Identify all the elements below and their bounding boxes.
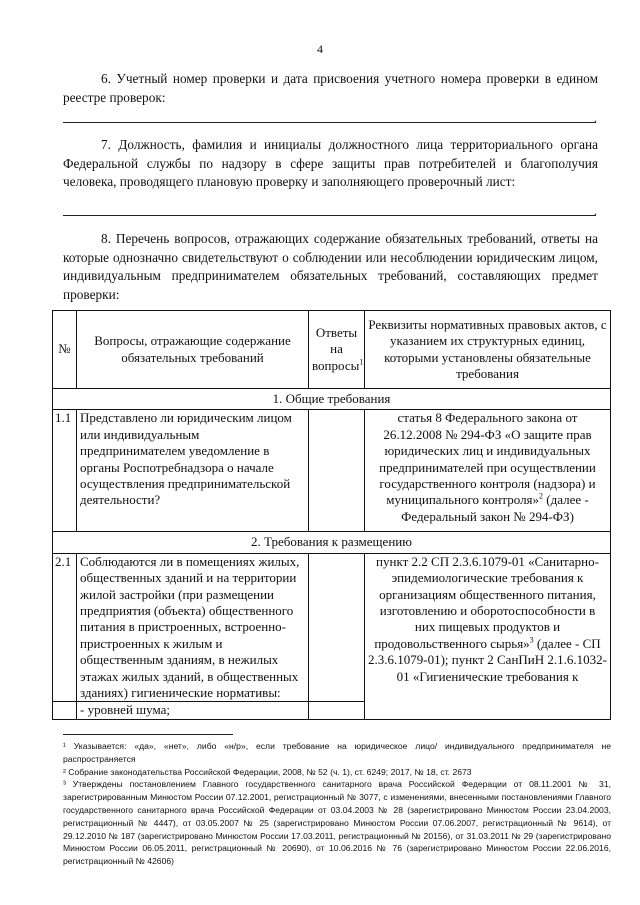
row-2-num: 2.1 bbox=[53, 553, 77, 702]
row-1-requisite: статья 8 Федерального закона от 26.12.2008 № 294-ФЗ «О защите прав юридических лиц и индивидуальных предпринимателей при осуществлении государственного контроля (надзора) и муниципального контроля»$^2$ (далее - Федеральный закон № 294-ФЗ) bbox=[365, 410, 611, 532]
table-row bbox=[53, 410, 611, 532]
section-row bbox=[53, 532, 611, 553]
section-1-title: 1. Общие требования bbox=[53, 389, 611, 410]
header-num: № bbox=[53, 311, 77, 389]
page-number: 4 bbox=[317, 42, 323, 56]
footnote-2: ² Собрание законодательства Российской Федерации, 2008, № 52 (ч. 1), ст. 6249; 2017, № 18, ст. 2673 bbox=[63, 766, 472, 777]
requirements-table bbox=[52, 310, 611, 720]
footnote-separator bbox=[63, 734, 233, 735]
row-1-num: 1.1 bbox=[53, 410, 77, 532]
item-6-line-end: . bbox=[594, 111, 597, 125]
table-header-row bbox=[53, 311, 611, 389]
item-8-text: 8. Перечень вопросов, отражающих содержание обязательных требований, ответы на которые однозначно свидетельствуют о соблюдении или несоблюдении юридическим лицом, индивидуальным предпринимателем обязательных требований, составляющих предмет проверки: bbox=[63, 231, 598, 302]
header-questions: Вопросы, отражающие содержание обязательных требований bbox=[77, 311, 309, 389]
row-2-answer[interactable] bbox=[309, 553, 365, 702]
item-7-fill-line bbox=[63, 215, 596, 216]
item-7-text: 7. Должность, фамилия и инициалы должностного лица территориального органа Федеральной службы по надзору в сфере защиты прав потребителей и благополучия человека, проводящего плановую проверку и заполняющего проверочный лист: bbox=[63, 137, 598, 189]
row-3-question: - уровней шума; bbox=[77, 702, 309, 719]
row-3-answer[interactable] bbox=[309, 702, 365, 719]
section-row bbox=[53, 389, 611, 410]
row-1-answer[interactable] bbox=[309, 410, 365, 532]
footnotes bbox=[63, 740, 611, 868]
footnote-3: ³ Утверждены постановлением Главного государственного санитарного врача Российской Федерации от 08.11.2001 № 31, зарегистрированным Минюстом России 07.12.2001, регистрационный № 3077, с изменениями, внесенными постановлениями Главного государственного санитарного врача Российской Федерации от 03.04.2003 № 28 (зарегистрировано Минюстом России 23.04.2003, регистрационный № 4447), от 03.05.2007 № 25 (зарегистрировано Минюстом России 07.06.2007, регистрационный № 9614), от 29.12.2010 № 187 (зарегистрировано Минюстом России 17.03.2011, регистрационный № 20156), от 31.03.2011 № 29 (зарегистрировано Минюстом России 06.05.2011, регистрационный № 20690), от 10.06.2016 № 76 (зарегистрировано Минюстом России 22.06.2016, регистрационный № 42606) bbox=[63, 779, 611, 867]
item-6-fill-line bbox=[63, 122, 596, 123]
item-6-text: 6. Учетный номер проверки и дата присвоения учетного номера проверки в едином реестре проверок: bbox=[63, 71, 598, 105]
row-3-num bbox=[53, 702, 77, 719]
row-2-requisite: пункт 2.2 СП 2.3.6.1079-01 «Санитарно-эпидемиологические требования к организациям общественного питания, изготовлению и оборотоспособности в них пищевых продуктов и продовольственного сырья»$^3$ (далее - СП 2.3.6.1079-01); пункт 2 СанПиН 2.1.6.1032-01 «Гигиенические требования к bbox=[365, 553, 611, 719]
footnote-1: ¹ Указывается: «да», «нет», либо «н/р», если требование на юридическое лицо/ индивидуального предпринимателя не распространяется bbox=[63, 741, 611, 764]
header-answers: Ответы на вопросы$^1$ bbox=[309, 311, 365, 389]
item-7-line-end: . bbox=[594, 204, 597, 218]
row-1-question: Представлено ли юридическим лицом или индивидуальным предпринимателем уведомление в органы Роспотребнадзора о начале осуществления предпринимательской деятельности? bbox=[77, 410, 309, 532]
header-requisites: Реквизиты нормативных правовых актов, с указанием их структурных единиц, которыми установлены обязательные требования bbox=[365, 311, 611, 389]
section-2-title: 2. Требования к размещению bbox=[53, 532, 611, 553]
row-2-question: Соблюдаются ли в помещениях жилых, общественных зданий и на территории жилой застройки (при размещении предприятия (объекта) общественного питания в пристроенных, встроенно-пристроенных к жилым и общественным зданиям, в нежилых этажах жилых зданий, в общественных зданиях) гигиенические нормативы: bbox=[77, 553, 309, 702]
table-row bbox=[53, 553, 611, 702]
